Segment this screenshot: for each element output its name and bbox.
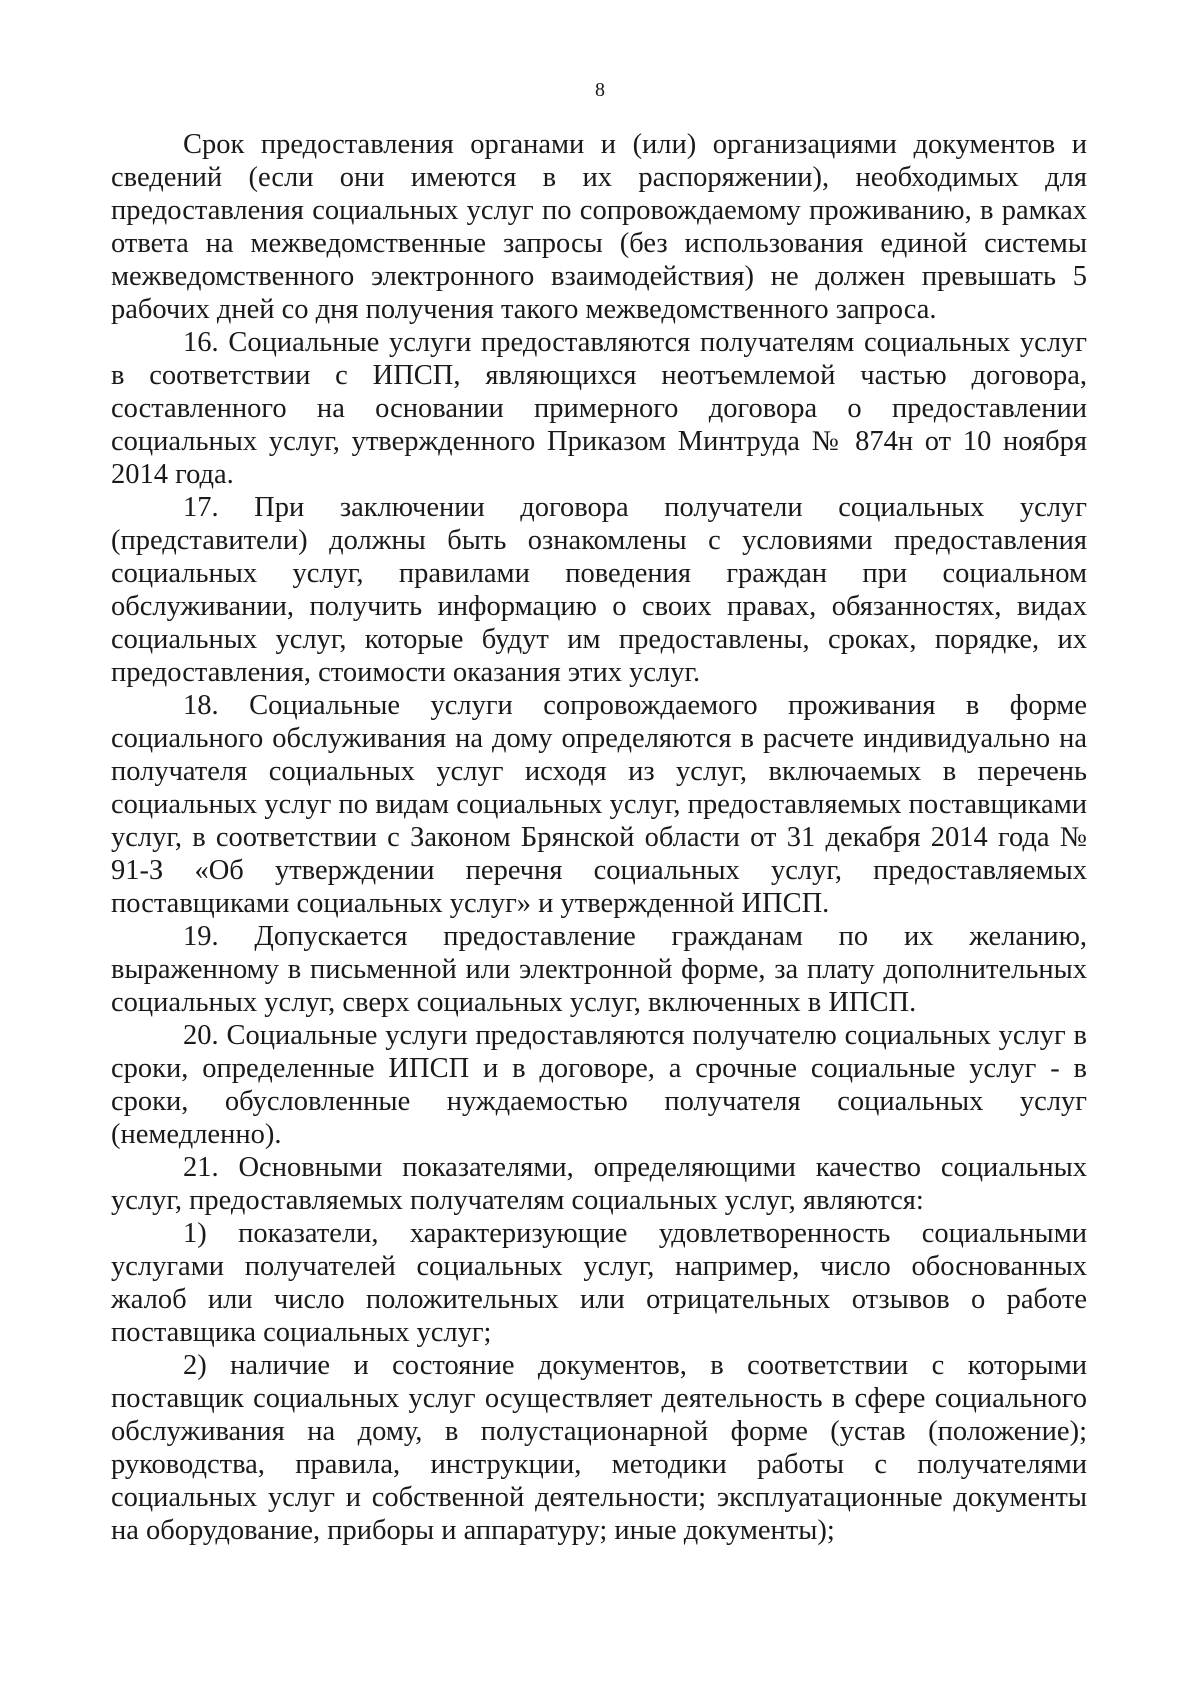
paragraph-18: 18. Социальные услуги сопровождаемого проживания в форме социального обслуживания на дому определяются в расчете индивидуально на получателя социальных услуг исходя из услуг, включаемых в перечень социальных услуг по видам социальных услуг, предоставляемых поставщиками услуг, в соответствии с Законом Брянской области от 31 декабря 2014 года № 91-З «Об утверждении перечня социальных услуг, предоставляемых поставщиками социальных услуг» и утвержденной ИПСП.: [111, 690, 1087, 919]
paragraph-17: 17. При заключении договора получатели социальных услуг (представители) должны быть ознакомлены с условиями предоставления социальных услуг, правилами поведения граждан при социальном обслуживании, получить информацию о своих правах, обязанностях, видах социальных услуг, которые будут им предоставлены, сроках, порядке, их предоставления, стоимости оказания этих услуг.: [111, 492, 1087, 688]
paragraph-21-item-2: 2) наличие и состояние документов, в соответствии с которыми поставщик социальных услуг осуществляет деятельность в сфере социального обслуживания на дому, в полустационарной форме (устав (положение); руководства, правила, инструкции, методики работы с получателями социальных услуг и собственной деятельности; эксплуатационные документы на оборудование, приборы и аппаратуру; иные документы);: [111, 1350, 1087, 1546]
paragraph-16: 16. Социальные услуги предоставляются получателям социальных услуг в соответствии с ИПСП, являющихся неотъемлемой частью договора, составленного на основании примерного договора о предоставлении социальных услуг, утвержденного Приказом Минтруда № 874н от 10 ноября 2014 года.: [111, 327, 1087, 490]
paragraph-20: 20. Социальные услуги предоставляются получателю социальных услуг в сроки, определенные ИПСП и в договоре, а срочные социальные услуг - в сроки, обусловленные нуждаемостью получателя социальных услуг (немедленно).: [111, 1020, 1087, 1150]
document-body: [111, 128, 1087, 1547]
page-number: 8: [595, 79, 605, 101]
paragraph-21-item-1: 1) показатели, характеризующие удовлетворенность социальными услугами получателей социальных услуг, например, число обоснованных жалоб или число положительных или отрицательных отзывов о работе поставщика социальных услуг;: [111, 1218, 1087, 1348]
paragraph-19: 19. Допускается предоставление гражданам по их желанию, выраженному в письменной или электронной форме, за плату дополнительных социальных услуг, сверх социальных услуг, включенных в ИПСП.: [111, 921, 1087, 1018]
paragraph-deadline: Срок предоставления органами и (или) организациями документов и сведений (если они имеются в их распоряжении), необходимых для предоставления социальных услуг по сопровождаемому проживанию, в рамках ответа на межведомственные запросы (без использования единой системы межведомственного электронного взаимодействия) не должен превышать 5 рабочих дней со дня получения такого межведомственного запроса.: [111, 129, 1087, 325]
paragraph-21: 21. Основными показателями, определяющими качество социальных услуг, предоставляемых получателям социальных услуг, являются:: [111, 1152, 1087, 1216]
